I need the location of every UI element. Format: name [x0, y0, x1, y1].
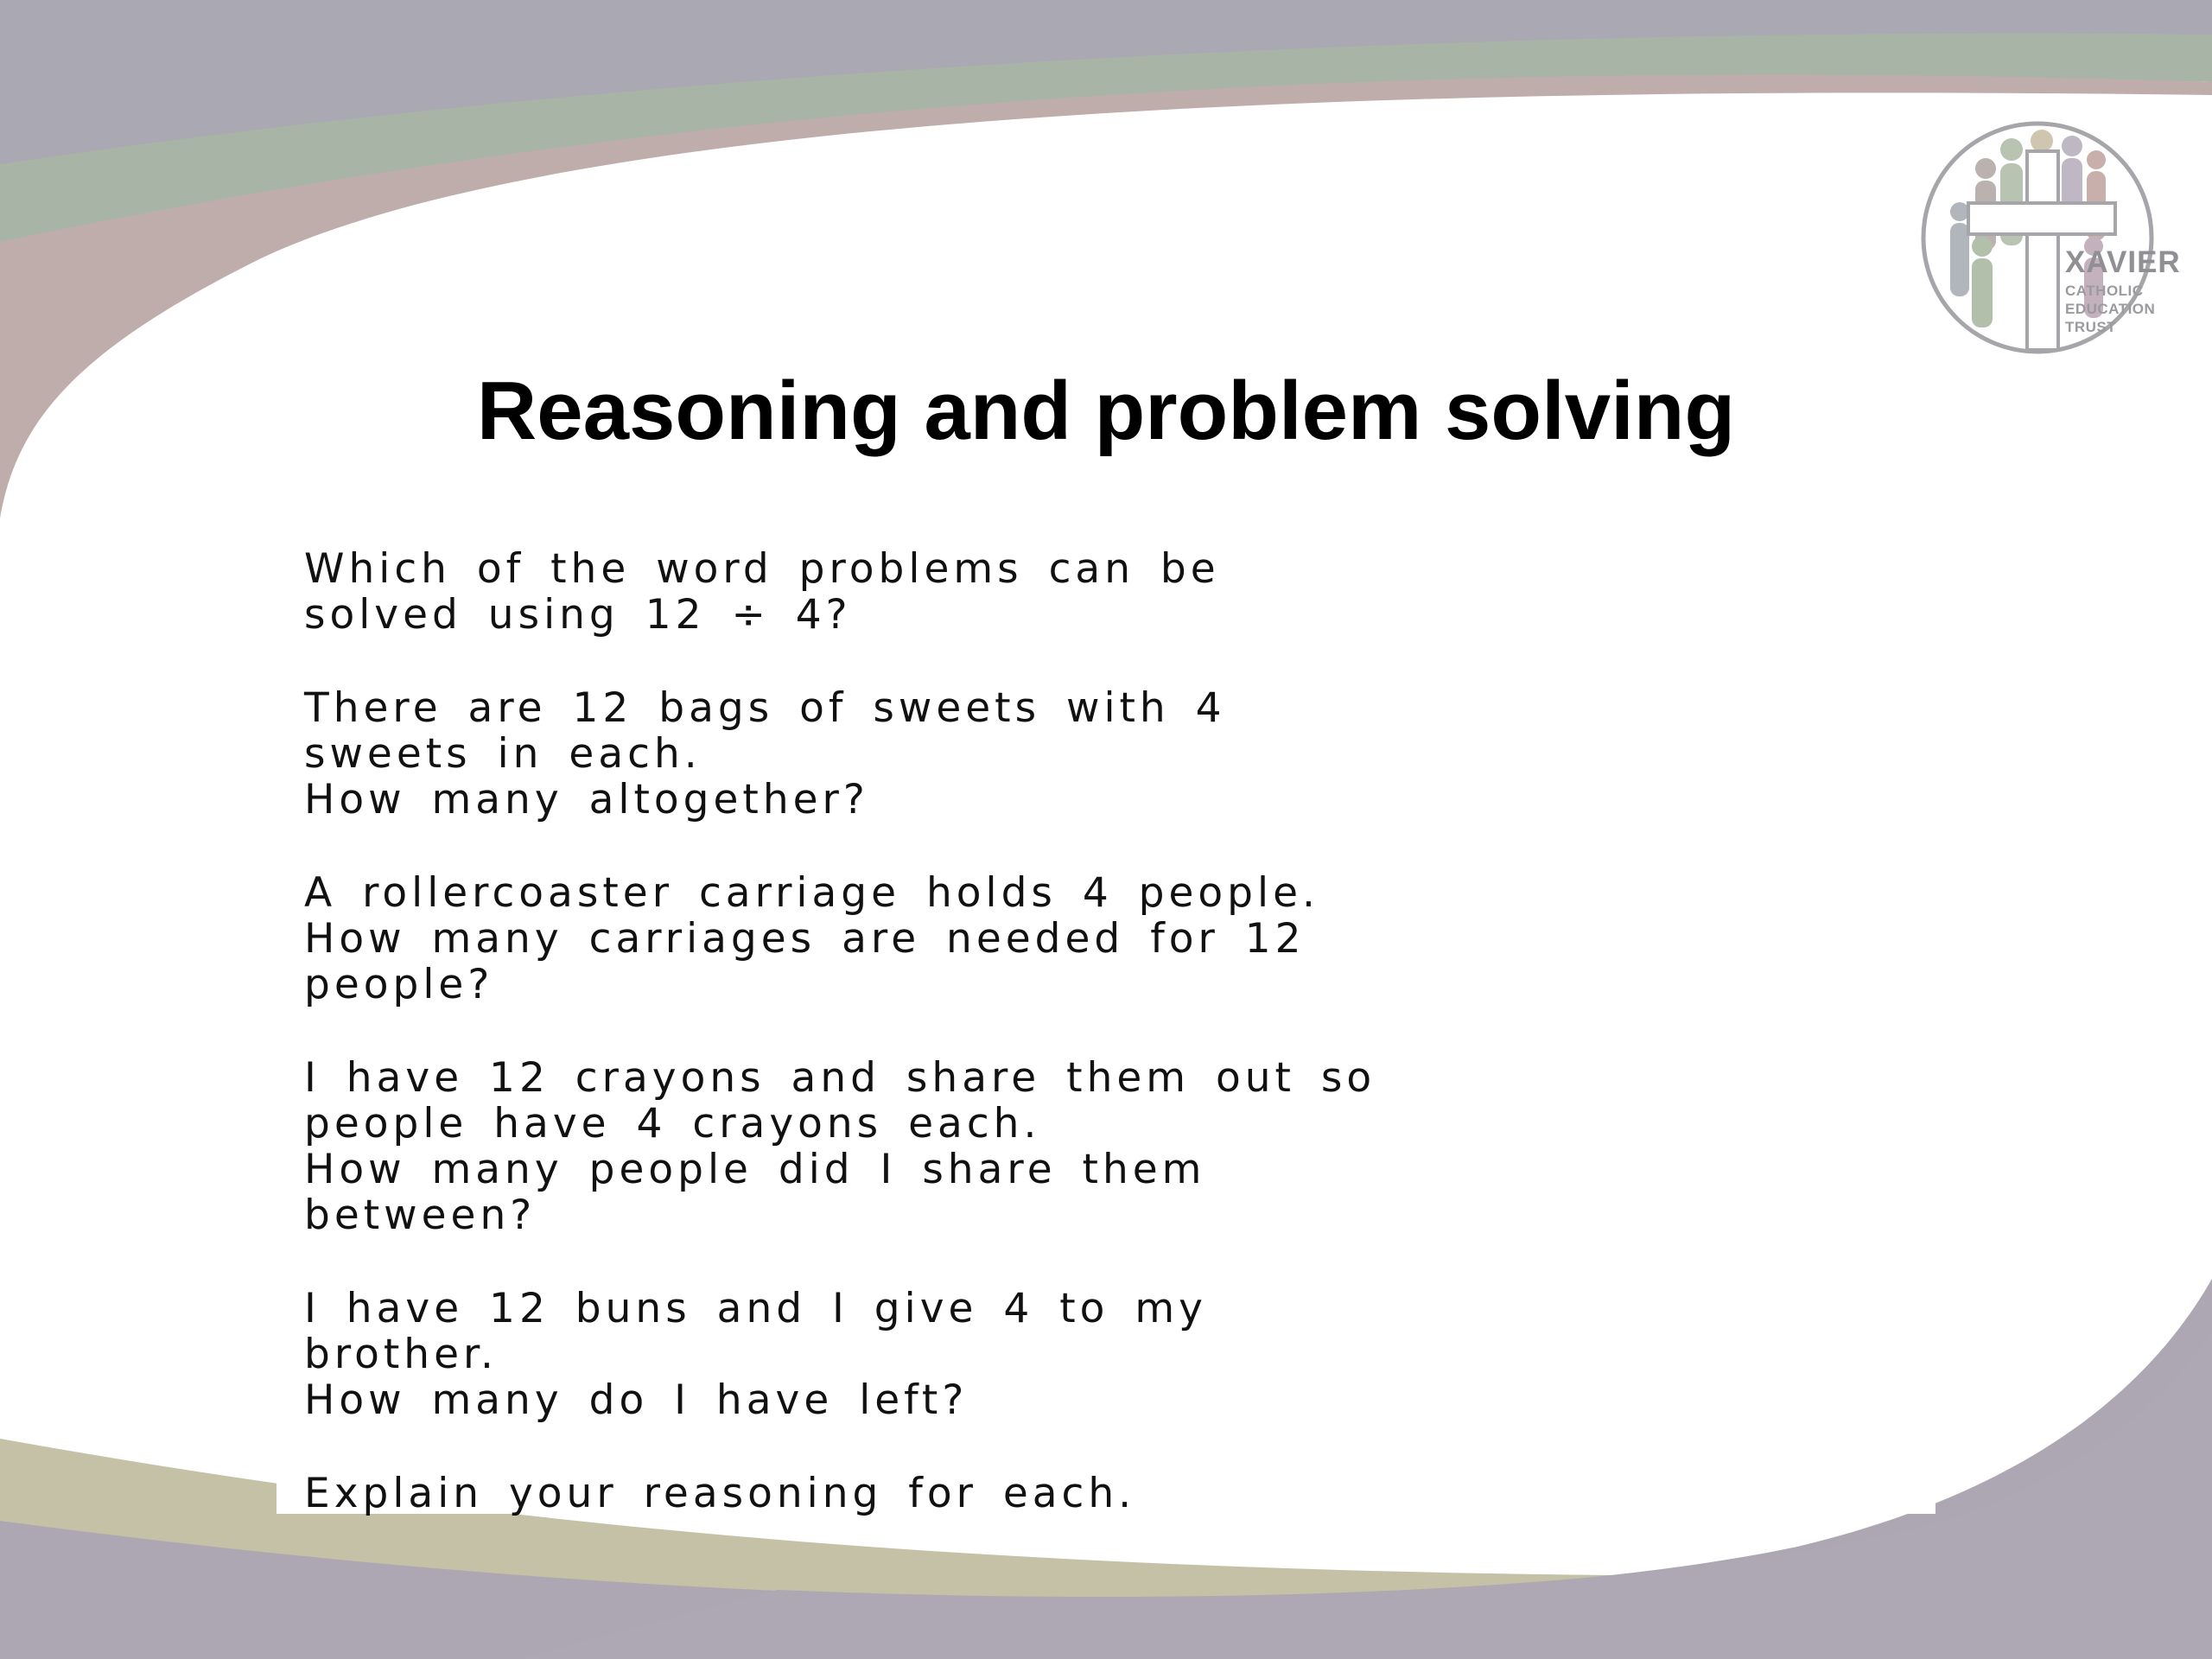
word-problem-1: There are 12 bags of sweets with 4 sweets in each. How many altogether?: [304, 684, 1226, 823]
problem-text: [304, 546, 1929, 1564]
instruction-paragraph: Explain your reasoning for each.: [304, 1470, 1136, 1517]
logo-subtitle-line: TRUST: [2065, 319, 2117, 335]
slide-title: Reasoning and problem solving: [476, 365, 1736, 457]
logo-subtitle: [2065, 282, 2203, 336]
question-paragraph: Which of the word problems can be solved using 12 ÷ 4?: [304, 545, 1220, 639]
word-problem-3: I have 12 crayons and share them out so people have 4 crayons each. How many people did I share them between?: [304, 1054, 1376, 1239]
logo-subtitle-line: EDUCATION: [2065, 301, 2156, 317]
word-problem-2: A rollercoaster carriage holds 4 people. How many carriages are needed for 12 people?: [304, 869, 1319, 1008]
logo-subtitle-line: CATHOLIC: [2065, 283, 2144, 299]
logo-wordmark: XAVIER: [2065, 245, 2181, 279]
word-problem-4: I have 12 buns and I give 4 to my brother. How many do I have left?: [304, 1285, 1207, 1424]
